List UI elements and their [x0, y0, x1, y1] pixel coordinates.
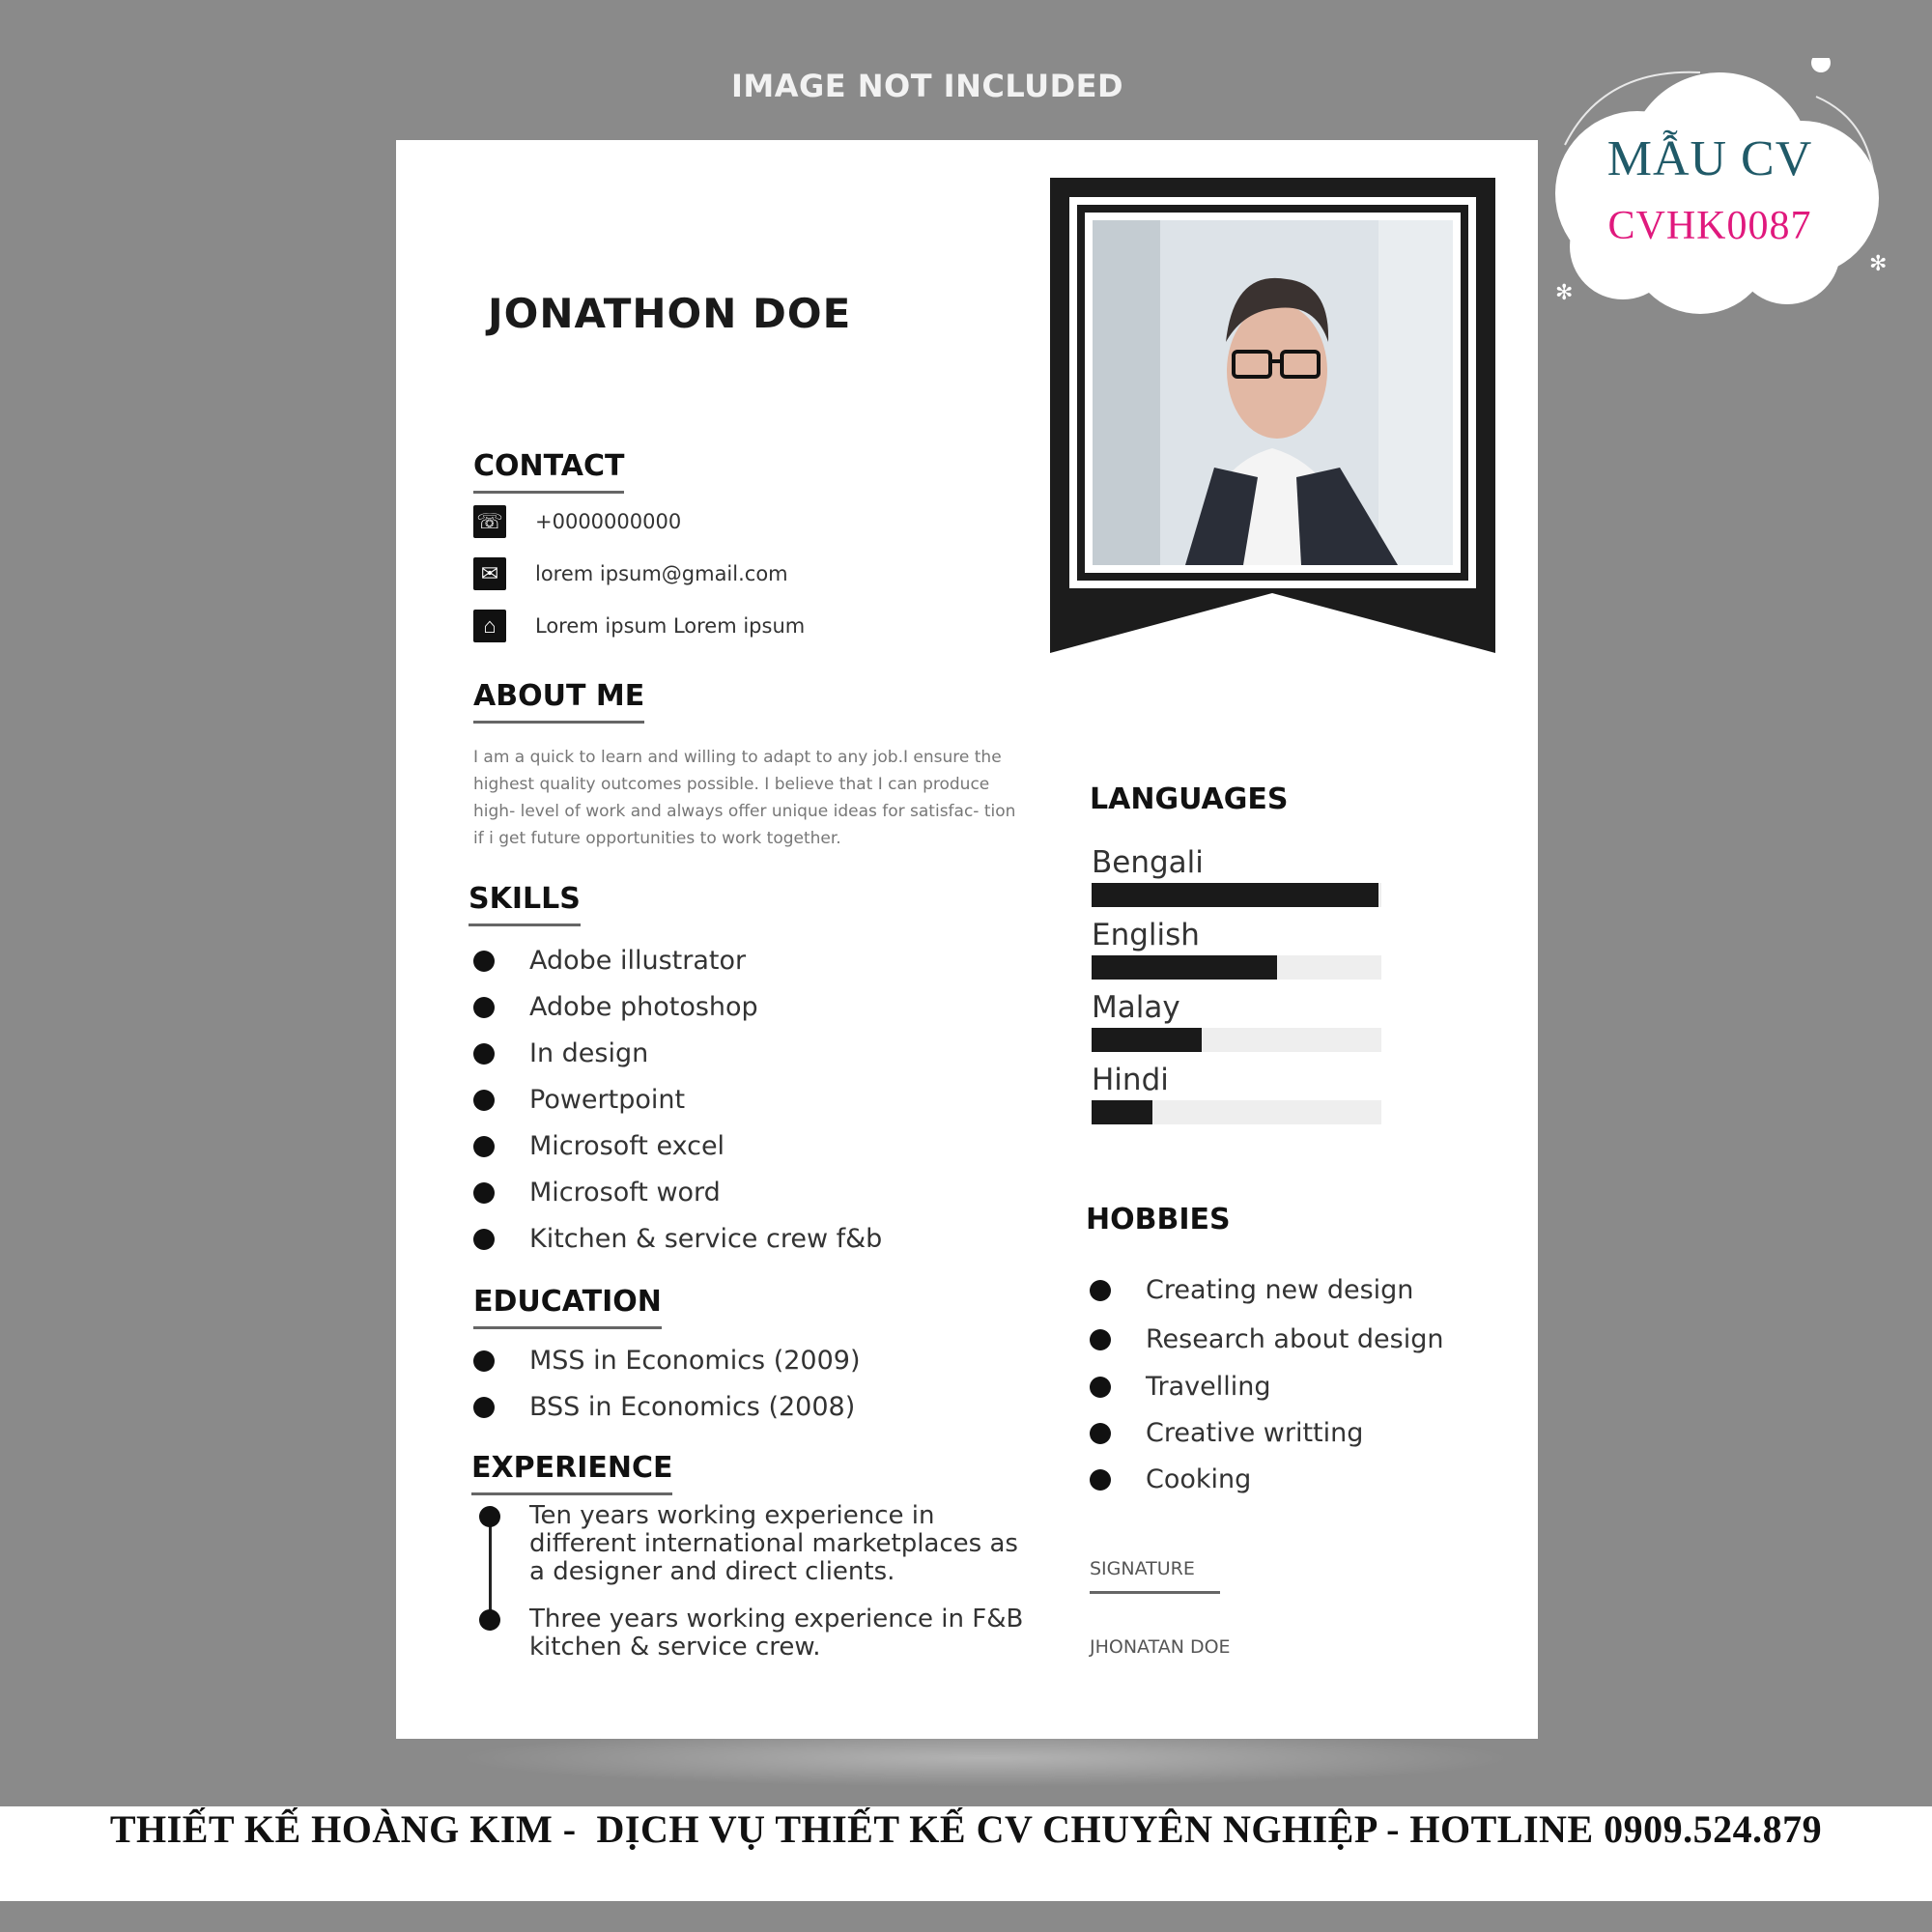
bullet-icon [1090, 1329, 1111, 1350]
bullet-icon [473, 997, 495, 1018]
language-name: Bengali [1092, 845, 1204, 880]
language-bar [1092, 883, 1381, 907]
list-item: Three years working experience in F&B kitchen & service crew. [473, 1605, 1032, 1662]
list-item: In design [473, 1031, 882, 1077]
bullet-icon [473, 1182, 495, 1204]
template-badge-cloud [1526, 58, 1893, 328]
bullet-icon [473, 1136, 495, 1157]
skills-list [473, 938, 882, 1263]
languages-list [1092, 842, 1386, 1124]
language-bar [1092, 1100, 1381, 1124]
list-item: Research about design [1090, 1316, 1443, 1364]
badge-code: CVHK0087 [1607, 204, 1812, 248]
hobbies-list-items [1090, 1265, 1443, 1503]
list-item: Adobe illustrator [473, 938, 882, 984]
list-item: BSS in Economics (2008) [473, 1384, 860, 1431]
bullet-icon [1090, 1469, 1111, 1491]
list-item: Creating new design [1090, 1265, 1443, 1316]
list-item: Microsoft word [473, 1170, 882, 1216]
bullet-icon [473, 951, 495, 972]
language-name: English [1092, 918, 1200, 952]
badge-title: MẪU CV [1606, 131, 1813, 186]
list-item: MSS in Economics (2009) [473, 1338, 860, 1384]
contact-phone: +0000000000 [535, 510, 682, 533]
education-heading: EDUCATION [473, 1285, 662, 1329]
list-item: Creative writting [1090, 1410, 1443, 1457]
language-bar [1092, 1028, 1381, 1052]
signature-label: SIGNATURE [1090, 1558, 1220, 1594]
contact-email-row [473, 557, 788, 590]
bullet-icon [473, 1397, 495, 1418]
contact-email: lorem ipsum@gmail.com [535, 562, 788, 585]
home-icon: ⌂ [473, 610, 506, 642]
list-item: Kitchen & service crew f&b [473, 1216, 882, 1263]
bullet-icon [1090, 1423, 1111, 1444]
language-name: Hindi [1092, 1063, 1169, 1097]
language-item [1092, 842, 1386, 907]
svg-text:✻: ✻ [1555, 281, 1574, 305]
cv-name: JONATHON DOE [488, 290, 852, 337]
bullet-icon [479, 1506, 500, 1527]
contact-heading: CONTACT [473, 449, 624, 494]
contact-address: Lorem ipsum Lorem ipsum [535, 614, 806, 638]
bullet-icon [473, 1043, 495, 1065]
bullet-icon [473, 1350, 495, 1372]
list-item: Ten years working experience in different international marketplaces as a designer and direct clients. [473, 1502, 1032, 1586]
bullet-icon [473, 1229, 495, 1250]
hobbies-heading: HOBBIES [1086, 1203, 1231, 1236]
footer-text: THIẾT KẾ HOÀNG KIM - DỊCH VỤ THIẾT KẾ CV CHUYÊN NGHIỆP - HOTLINE 0909.524.879 [109, 1807, 1823, 1851]
phone-icon: ☏ [473, 505, 506, 538]
education-list [473, 1338, 860, 1431]
svg-text:✻: ✻ [1869, 252, 1888, 276]
experience-list [473, 1502, 1053, 1662]
skills-heading: SKILLS [469, 882, 581, 926]
languages-heading: LANGUAGES [1090, 782, 1289, 816]
profile-photo-frame [1050, 178, 1495, 653]
experience-heading: EXPERIENCE [471, 1451, 672, 1495]
language-name: Malay [1092, 990, 1180, 1025]
list-item: Adobe photoshop [473, 984, 882, 1031]
cv-page [396, 140, 1538, 1739]
signature-name: JHONATAN DOE [1090, 1636, 1231, 1658]
language-bar [1092, 955, 1381, 980]
language-item [1092, 987, 1386, 1052]
bullet-icon [1090, 1377, 1111, 1398]
image-not-included-note: IMAGE NOT INCLUDED [730, 68, 1124, 104]
list-item: Travelling [1090, 1364, 1443, 1410]
language-item [1092, 915, 1386, 980]
language-item [1092, 1060, 1386, 1124]
mail-icon: ✉ [473, 557, 506, 590]
about-heading: ABOUT ME [473, 679, 644, 724]
bullet-icon [473, 1090, 495, 1111]
contact-address-row [473, 610, 805, 642]
contact-phone-row [473, 505, 681, 538]
list-item: Microsoft excel [473, 1123, 882, 1170]
list-item: Cooking [1090, 1457, 1443, 1503]
list-item: Powertpoint [473, 1077, 882, 1123]
footer-bar [0, 1806, 1932, 1901]
bullet-icon [1090, 1280, 1111, 1301]
bullet-icon [479, 1609, 500, 1631]
about-text: I am a quick to learn and willing to adapt to any job.I ensure the highest quality outcomes possible. I believe that I can produce high- level of work and always offer unique ideas for satisfac- tion if i get future opportunities to work together. [473, 748, 1016, 848]
